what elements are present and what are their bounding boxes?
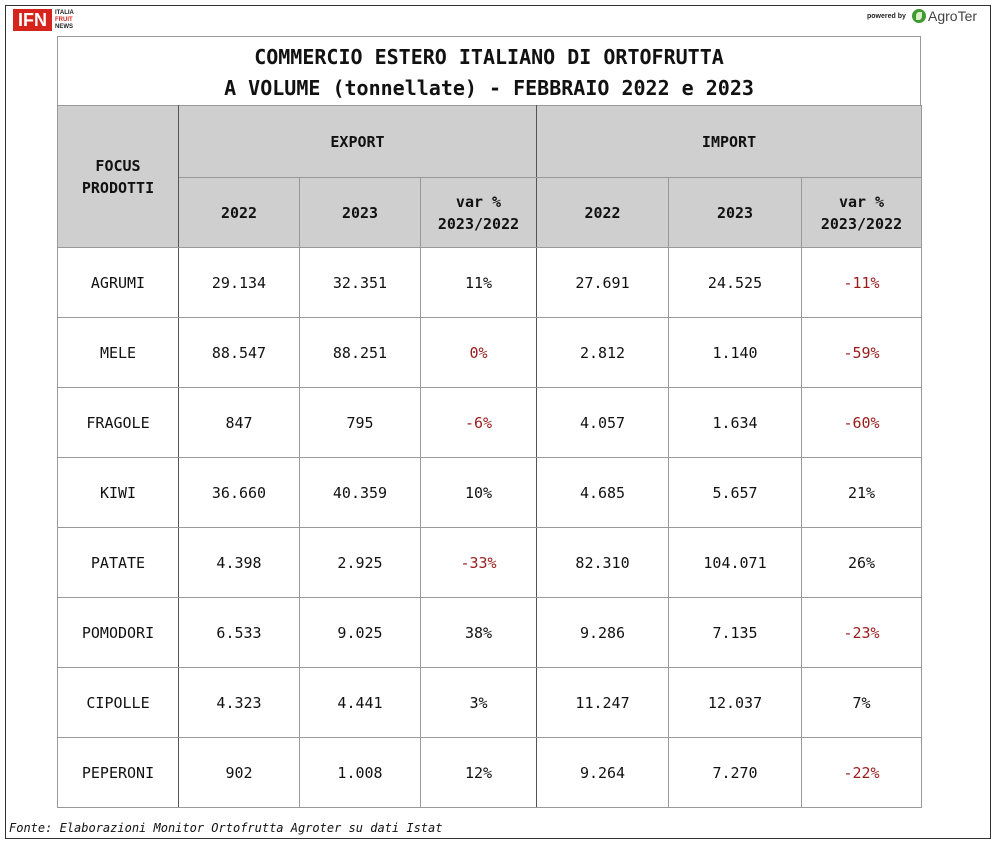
ifn-sub-1: ITALIA [55, 9, 74, 16]
header-import-2023: 2023 [669, 178, 802, 248]
cell-import-2022: 9.264 [537, 738, 669, 808]
agroter-name: AgroTer [928, 8, 978, 24]
cell-export-var: 0% [421, 318, 537, 388]
cell-export-2022: 902 [179, 738, 300, 808]
cell-export-2023: 4.441 [300, 668, 421, 738]
cell-product: AGRUMI [58, 248, 179, 318]
ifn-sub-3: NEWS [55, 23, 73, 30]
cell-export-2023: 1.008 [300, 738, 421, 808]
header-import-var-line2: 2023/2022 [820, 214, 903, 233]
header-export-var [421, 178, 537, 248]
cell-export-2023: 40.359 [300, 458, 421, 528]
trade-table [57, 105, 922, 808]
cell-export-2023: 795 [300, 388, 421, 458]
cell-export-2023: 2.925 [300, 528, 421, 598]
cell-import-2022: 9.286 [537, 598, 669, 668]
ifn-logo-mark: IFN [13, 9, 52, 31]
title-line-1: COMMERCIO ESTERO ITALIANO DI ORTOFRUTTA [254, 45, 724, 69]
header-export-var-line1: var % [455, 192, 502, 211]
cell-import-var: 26% [802, 528, 922, 598]
cell-import-2022: 4.685 [537, 458, 669, 528]
cell-export-var: 12% [421, 738, 537, 808]
cell-import-2023: 24.525 [669, 248, 802, 318]
cell-export-var: 38% [421, 598, 537, 668]
title-line-2: A VOLUME (tonnellate) - FEBBRAIO 2022 e 2023 [224, 76, 754, 100]
table-row [58, 668, 922, 738]
ifn-logo [13, 9, 89, 31]
cell-import-var: 7% [802, 668, 922, 738]
header-focus-products [58, 106, 179, 248]
cell-product: FRAGOLE [58, 388, 179, 458]
header-import-var-line1: var % [838, 192, 885, 211]
cell-product: POMODORI [58, 598, 179, 668]
cell-product: PEPERONI [58, 738, 179, 808]
table-row [58, 248, 922, 318]
cell-import-var: -60% [802, 388, 922, 458]
cell-import-2023: 1.140 [669, 318, 802, 388]
cell-export-2022: 4.398 [179, 528, 300, 598]
cell-import-var: -59% [802, 318, 922, 388]
cell-product: CIPOLLE [58, 668, 179, 738]
cell-export-2022: 6.533 [179, 598, 300, 668]
cell-import-2023: 104.071 [669, 528, 802, 598]
header-export-2023: 2023 [300, 178, 421, 248]
cell-import-2022: 2.812 [537, 318, 669, 388]
header-import-2022: 2022 [537, 178, 669, 248]
cell-export-var: 3% [421, 668, 537, 738]
header-focus-line2: PRODOTTI [81, 178, 155, 197]
ifn-logo-subtitle [55, 10, 89, 31]
table-row [58, 388, 922, 458]
cell-export-var: -6% [421, 388, 537, 458]
header-export: EXPORT [179, 106, 537, 178]
table-row [58, 598, 922, 668]
cell-export-2022: 29.134 [179, 248, 300, 318]
cell-export-2022: 4.323 [179, 668, 300, 738]
cell-import-2022: 11.247 [537, 668, 669, 738]
cell-import-2023: 1.634 [669, 388, 802, 458]
cell-export-2023: 9.025 [300, 598, 421, 668]
cell-export-var: 11% [421, 248, 537, 318]
leaf-icon [912, 9, 926, 23]
header-import-var [802, 178, 922, 248]
table-row [58, 318, 922, 388]
cell-product: KIWI [58, 458, 179, 528]
header-focus-line1: FOCUS [95, 156, 141, 175]
cell-import-2022: 4.057 [537, 388, 669, 458]
cell-product: PATATE [58, 528, 179, 598]
table-row [58, 738, 922, 808]
cell-import-2022: 27.691 [537, 248, 669, 318]
cell-export-2023: 88.251 [300, 318, 421, 388]
cell-export-var: -33% [421, 528, 537, 598]
ifn-sub-2: FRUIT [55, 16, 73, 23]
cell-import-var: -22% [802, 738, 922, 808]
cell-export-var: 10% [421, 458, 537, 528]
cell-import-2023: 7.270 [669, 738, 802, 808]
header-import: IMPORT [537, 106, 922, 178]
cell-import-2023: 5.657 [669, 458, 802, 528]
cell-product: MELE [58, 318, 179, 388]
cell-import-var: 21% [802, 458, 922, 528]
powered-by-label: powered by [867, 13, 906, 20]
cell-export-2022: 36.660 [179, 458, 300, 528]
source-note: Fonte: Elaborazioni Monitor Ortofrutta Agroter su dati Istat [9, 821, 443, 835]
cell-export-2023: 32.351 [300, 248, 421, 318]
table-row [58, 528, 922, 598]
cell-export-2022: 88.547 [179, 318, 300, 388]
header-export-2022: 2022 [179, 178, 300, 248]
header-export-var-line2: 2023/2022 [437, 214, 520, 233]
table-row [58, 458, 922, 528]
cell-import-var: -11% [802, 248, 922, 318]
table-title [57, 36, 921, 106]
cell-import-2022: 82.310 [537, 528, 669, 598]
agroter-logo [912, 8, 977, 24]
cell-export-2022: 847 [179, 388, 300, 458]
cell-import-var: -23% [802, 598, 922, 668]
cell-import-2023: 12.037 [669, 668, 802, 738]
cell-import-2023: 7.135 [669, 598, 802, 668]
